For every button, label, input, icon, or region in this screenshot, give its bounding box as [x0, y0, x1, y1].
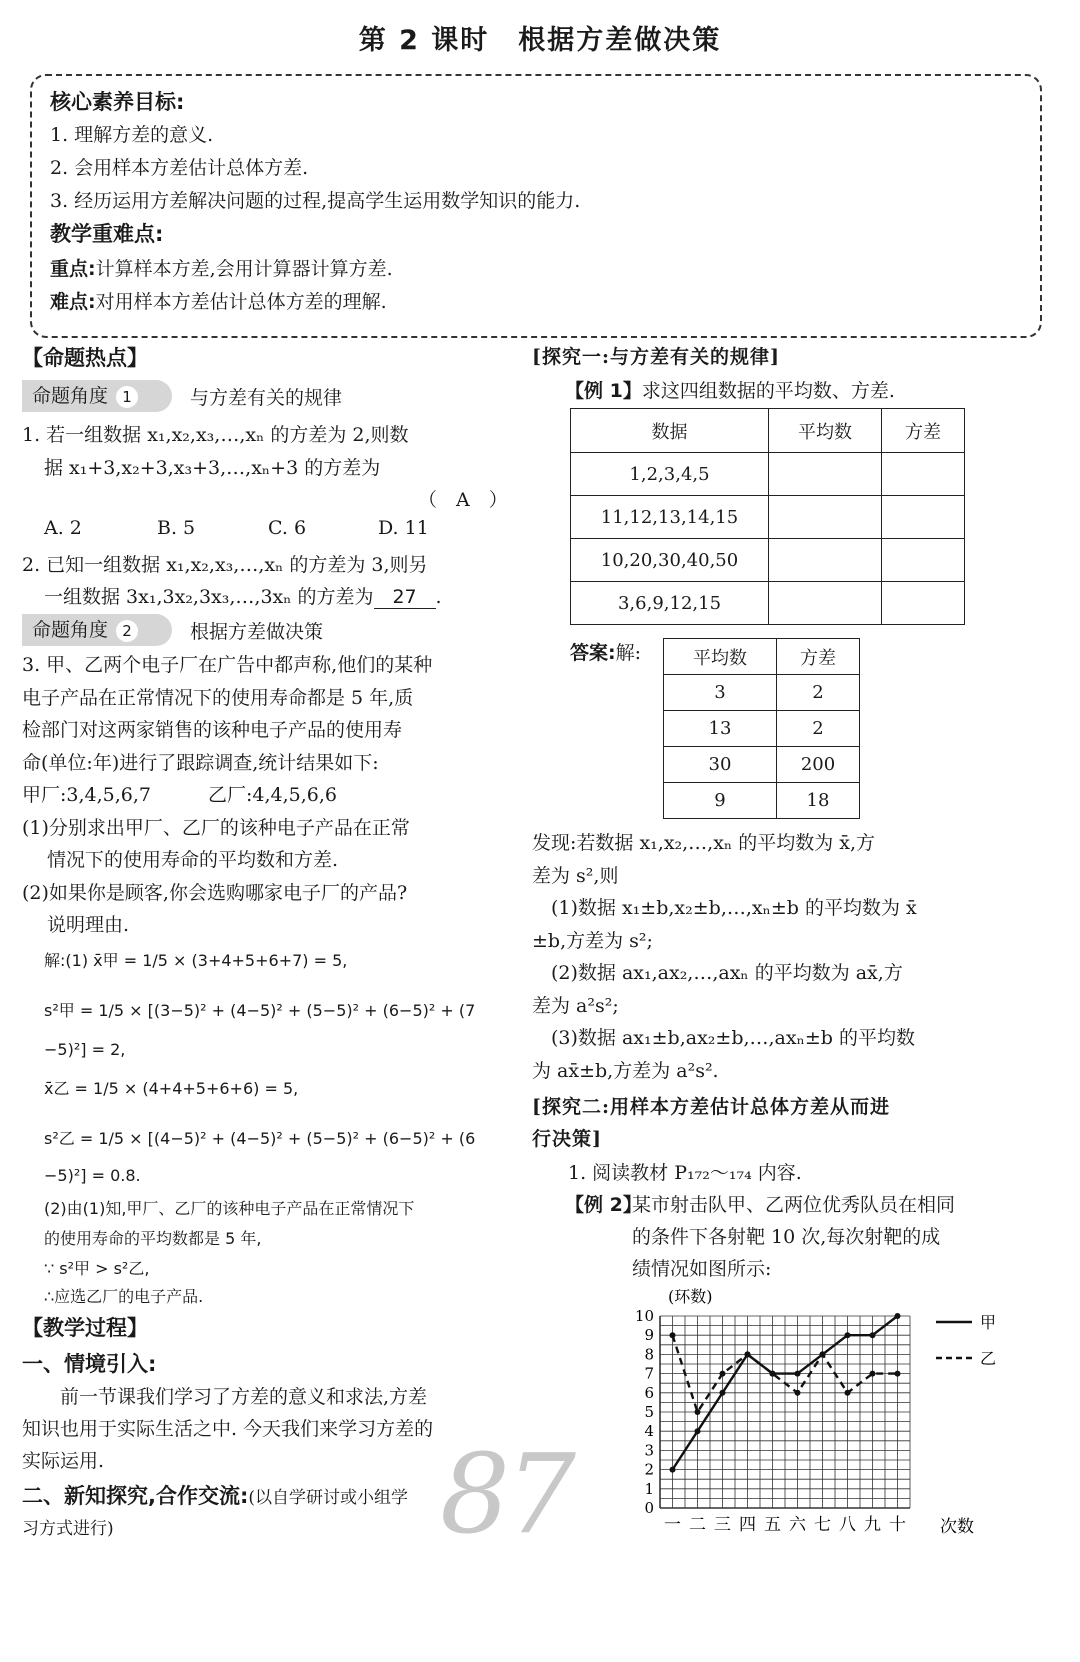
legend-label: 甲: [980, 1313, 997, 1332]
angle2-title: 根据方差做决策: [190, 621, 324, 643]
explore2-heading-cont: 行决策]: [532, 1128, 602, 1150]
table-cell: 30: [664, 747, 777, 783]
page-number: 87: [440, 1430, 572, 1558]
angle1-pill: [22, 380, 172, 412]
key-heading: 教学重难点:: [50, 222, 164, 246]
table-header: 平均数: [769, 409, 882, 453]
table-cell: [769, 539, 882, 582]
table-row: [571, 453, 965, 496]
solution-line: ∴应选乙厂的电子产品.: [44, 1287, 204, 1306]
data-point: [870, 1332, 876, 1338]
data-point: [795, 1371, 801, 1377]
q1-option: C. 6: [268, 517, 307, 539]
y-tick-label: 7: [644, 1364, 654, 1383]
data-point: [795, 1390, 801, 1396]
table-cell: 3: [664, 675, 777, 711]
diff-label: 难点:: [50, 291, 96, 313]
q1-answer: （ A ）: [418, 489, 508, 511]
table-cell: [769, 496, 882, 539]
table-cell: 1,2,3,4,5: [571, 453, 769, 496]
data-point: [745, 1351, 751, 1357]
y-tick-label: 0: [644, 1499, 654, 1517]
sec2-heading-line: [22, 1480, 408, 1510]
q2-line2: [44, 582, 442, 609]
x-tick-label: 八: [839, 1515, 856, 1535]
data-point: [820, 1351, 826, 1357]
process-heading: 【教学过程】: [22, 1316, 148, 1340]
solution-line: (2)由(1)知,甲厂、乙厂的该种电子产品在正常情况下: [44, 1199, 415, 1218]
table-cell: 3,6,9,12,15: [571, 582, 769, 625]
table-row: [571, 539, 965, 582]
solution-line: s²乙 = 1/5 × [(4−5)² + (4−5)² + (5−5)² + (6−5)² + (6: [44, 1129, 476, 1148]
shooting-score-chart: [620, 1280, 1040, 1540]
q3-line: 说明理由.: [22, 914, 130, 936]
table-cell: 13: [664, 711, 777, 747]
table-cell: [769, 453, 882, 496]
solution-line: 的使用寿命的平均数都是 5 年,: [44, 1229, 262, 1248]
angle2-label: 命题角度: [32, 619, 109, 641]
y-tick-label: 6: [644, 1383, 654, 1402]
solution-line: s²甲 = 1/5 × [(3−5)² + (4−5)² + (5−5)² + (6−5)² + (7: [44, 1001, 476, 1020]
x-tick-label: 十: [889, 1515, 906, 1535]
hot-heading: 【命题热点】: [22, 346, 148, 370]
x-tick-label: 七: [814, 1515, 831, 1535]
table-row: [664, 711, 860, 747]
sec2-note: (以自学研讨或小组学: [248, 1488, 409, 1508]
q3-line: (1)分别求出甲厂、乙厂的该种电子产品在正常: [22, 816, 410, 839]
table-cell: 2: [777, 675, 860, 711]
table-cell: 10,20,30,40,50: [571, 539, 769, 582]
solution-line: x̄乙 = 1/5 × (4+4+5+6+6) = 5,: [44, 1079, 299, 1098]
y-tick-label: 4: [644, 1422, 654, 1441]
explore1-heading: [探究一:与方差有关的规律]: [532, 346, 780, 368]
data-point: [770, 1371, 776, 1377]
q1-line2: 据 x₁+3,x₂+3,x₃+3,…,xₙ+3 的方差为: [44, 457, 381, 479]
key-text: 计算样本方差,会用计算器计算方差.: [95, 258, 393, 280]
goal-item: 2. 会用样本方差估计总体方差.: [50, 157, 309, 179]
x-tick-label: 五: [764, 1515, 781, 1535]
key-point: [50, 254, 393, 281]
find-line: ±b,方差为 s²;: [532, 929, 653, 952]
find-line: (3)数据 ax₁±b,ax₂±b,…,axₙ±b 的平均数: [532, 1027, 915, 1049]
table-row: [664, 747, 860, 783]
table-header: 方差: [777, 639, 860, 675]
table-row: [664, 675, 860, 711]
solution-line: ∵ s²甲 > s²乙,: [44, 1259, 150, 1278]
q1-option: B. 5: [157, 517, 196, 539]
ex2-label: 【例 2】: [565, 1194, 642, 1216]
y-tick-label: 8: [644, 1345, 654, 1364]
table-cell: 18: [777, 783, 860, 819]
q3-line: 情况下的使用寿命的平均数和方差.: [22, 849, 339, 871]
angle1-num: 1: [116, 386, 138, 408]
sec1-heading: 一、情境引入:: [22, 1352, 157, 1376]
angle2-num: 2: [116, 620, 138, 642]
q3-line: (2)如果你是顾客,你会选购哪家电子厂的产品?: [22, 881, 408, 904]
data-point: [695, 1409, 701, 1415]
x-tick-label: 六: [789, 1515, 806, 1535]
q3-line: 命(单位:年)进行了跟踪调查,统计结果如下:: [22, 751, 379, 774]
data-point: [720, 1390, 726, 1396]
table-cell: 2: [777, 711, 860, 747]
answer-label: 答案:: [570, 642, 616, 664]
y-axis-label: (环数): [668, 1287, 713, 1306]
y-tick-label: 9: [644, 1326, 654, 1345]
q2-text-end: .: [435, 586, 442, 608]
goal-item: 3. 经历运用方差解决问题的过程,提高学生运用数学知识的能力.: [50, 190, 581, 212]
q2-answer-blank: 27: [374, 586, 436, 609]
q3-line: 电子产品在正常情况下的使用寿命都是 5 年,质: [22, 686, 414, 709]
table-row: [571, 582, 965, 625]
table-cell: [882, 453, 965, 496]
find-line: 差为 s²,则: [532, 864, 619, 887]
data-point: [895, 1313, 901, 1319]
find-line: (2)数据 ax₁,ax₂,…,axₙ 的平均数为 ax̄,方: [532, 962, 903, 984]
x-tick-label: 二: [689, 1515, 706, 1535]
data-point: [845, 1332, 851, 1338]
q1-option: D. 11: [378, 517, 429, 539]
solution-line: −5)²] = 0.8.: [44, 1166, 141, 1185]
read-textbook: 1. 阅读教材 P₁₇₂～₁₇₄ 内容.: [568, 1162, 802, 1184]
data-point: [895, 1371, 901, 1377]
q3-line: 检部门对这两家销售的该种电子产品的使用寿: [22, 719, 403, 741]
solution-line: 解:(1) x̄甲 = 1/5 × (3+4+5+6+7) = 5,: [44, 951, 348, 970]
example1-table: [570, 408, 965, 625]
q2-text: 一组数据 3x₁,3x₂,3x₃,…,3xₙ 的方差为: [44, 586, 374, 608]
table-cell: [769, 582, 882, 625]
table-cell: [882, 496, 965, 539]
find-line: 发现:若数据 x₁,x₂,…,xₙ 的平均数为 x̄,方: [532, 832, 875, 854]
q1-option: A. 2: [44, 517, 82, 539]
data-point: [870, 1371, 876, 1377]
table-cell: 200: [777, 747, 860, 783]
data-point: [670, 1332, 676, 1338]
sec2-heading: 二、新知探究,合作交流:: [22, 1484, 249, 1508]
sec1-line: 前一节课我们学习了方差的意义和求法,方差: [22, 1386, 428, 1408]
x-tick-label: 四: [739, 1515, 756, 1535]
difficult-point: [50, 287, 387, 314]
y-tick-label: 1: [644, 1479, 654, 1498]
q1-line1: 1. 若一组数据 x₁,x₂,x₃,…,xₙ 的方差为 2,则数: [22, 424, 409, 446]
find-line: 差为 a²s²;: [532, 994, 619, 1017]
diff-text: 对用样本方差估计总体方差的理解.: [95, 291, 387, 313]
y-tick-label: 5: [644, 1403, 654, 1421]
table-cell: [882, 582, 965, 625]
find-line: 为 ax̄±b,方差为 a²s².: [532, 1059, 719, 1082]
goal-item: 1. 理解方差的意义.: [50, 124, 214, 146]
angle1-label: 命题角度: [32, 385, 109, 407]
answer-jie: 解:: [615, 642, 642, 664]
find-line: (1)数据 x₁±b,x₂±b,…,xₙ±b 的平均数为 x̄: [532, 897, 917, 919]
data-point: [695, 1428, 701, 1434]
table-row: [571, 496, 965, 539]
sec1-line: 知识也用于实际生活之中. 今天我们来学习方差的: [22, 1418, 434, 1440]
table-cell: 11,12,13,14,15: [571, 496, 769, 539]
data-point: [720, 1371, 726, 1377]
goals-heading: 核心素养目标:: [50, 90, 185, 114]
angle2-pill: [22, 614, 172, 646]
example1-line: [565, 376, 895, 403]
ex2-line: 某市射击队甲、乙两位优秀队员在相同: [632, 1194, 956, 1216]
legend-label: 乙: [980, 1349, 997, 1368]
y-tick-label: 10: [634, 1307, 654, 1325]
ex2-line: 的条件下各射靶 10 次,每次射靶的成: [632, 1226, 941, 1248]
table-cell: [882, 539, 965, 582]
x-tick-label: 一: [664, 1515, 681, 1535]
y-tick-label: 2: [644, 1460, 654, 1479]
answer-label-line: [570, 638, 641, 665]
angle1-title: 与方差有关的规律: [190, 387, 343, 409]
sec1-line: 实际运用.: [22, 1450, 105, 1472]
solution-line: −5)²] = 2,: [44, 1040, 126, 1059]
data-point: [670, 1467, 676, 1473]
q2-line1: 2. 已知一组数据 x₁,x₂,x₃,…,xₙ 的方差为 3,则另: [22, 554, 428, 576]
table-header: 平均数: [664, 639, 777, 675]
explore2-heading: [探究二:用样本方差估计总体方差从而进: [532, 1096, 891, 1118]
key-label: 重点:: [50, 258, 96, 280]
table-cell: 9: [664, 783, 777, 819]
table-header: 数据: [571, 409, 769, 453]
page-title: 第 2 课时 根据方差做决策: [358, 25, 722, 56]
ex2-line: 绩情况如图所示:: [632, 1258, 772, 1280]
table-row: [664, 783, 860, 819]
ex1-text: 求这四组数据的平均数、方差.: [641, 380, 895, 402]
x-axis-label: 次数: [940, 1517, 974, 1537]
x-tick-label: 三: [714, 1515, 731, 1535]
sec2-note-cont: 习方式进行): [22, 1519, 114, 1539]
answer-table: [663, 638, 860, 819]
q3-line: 3. 甲、乙两个电子厂在广告中都声称,他们的某种: [22, 654, 433, 676]
ex1-label: 【例 1】: [565, 380, 642, 402]
y-tick-label: 3: [644, 1441, 654, 1460]
data-point: [845, 1390, 851, 1396]
table-header: 方差: [882, 409, 965, 453]
x-tick-label: 九: [864, 1515, 881, 1535]
q3-line: 甲厂:3,4,5,6,7 乙厂:4,4,5,6,6: [22, 784, 338, 806]
